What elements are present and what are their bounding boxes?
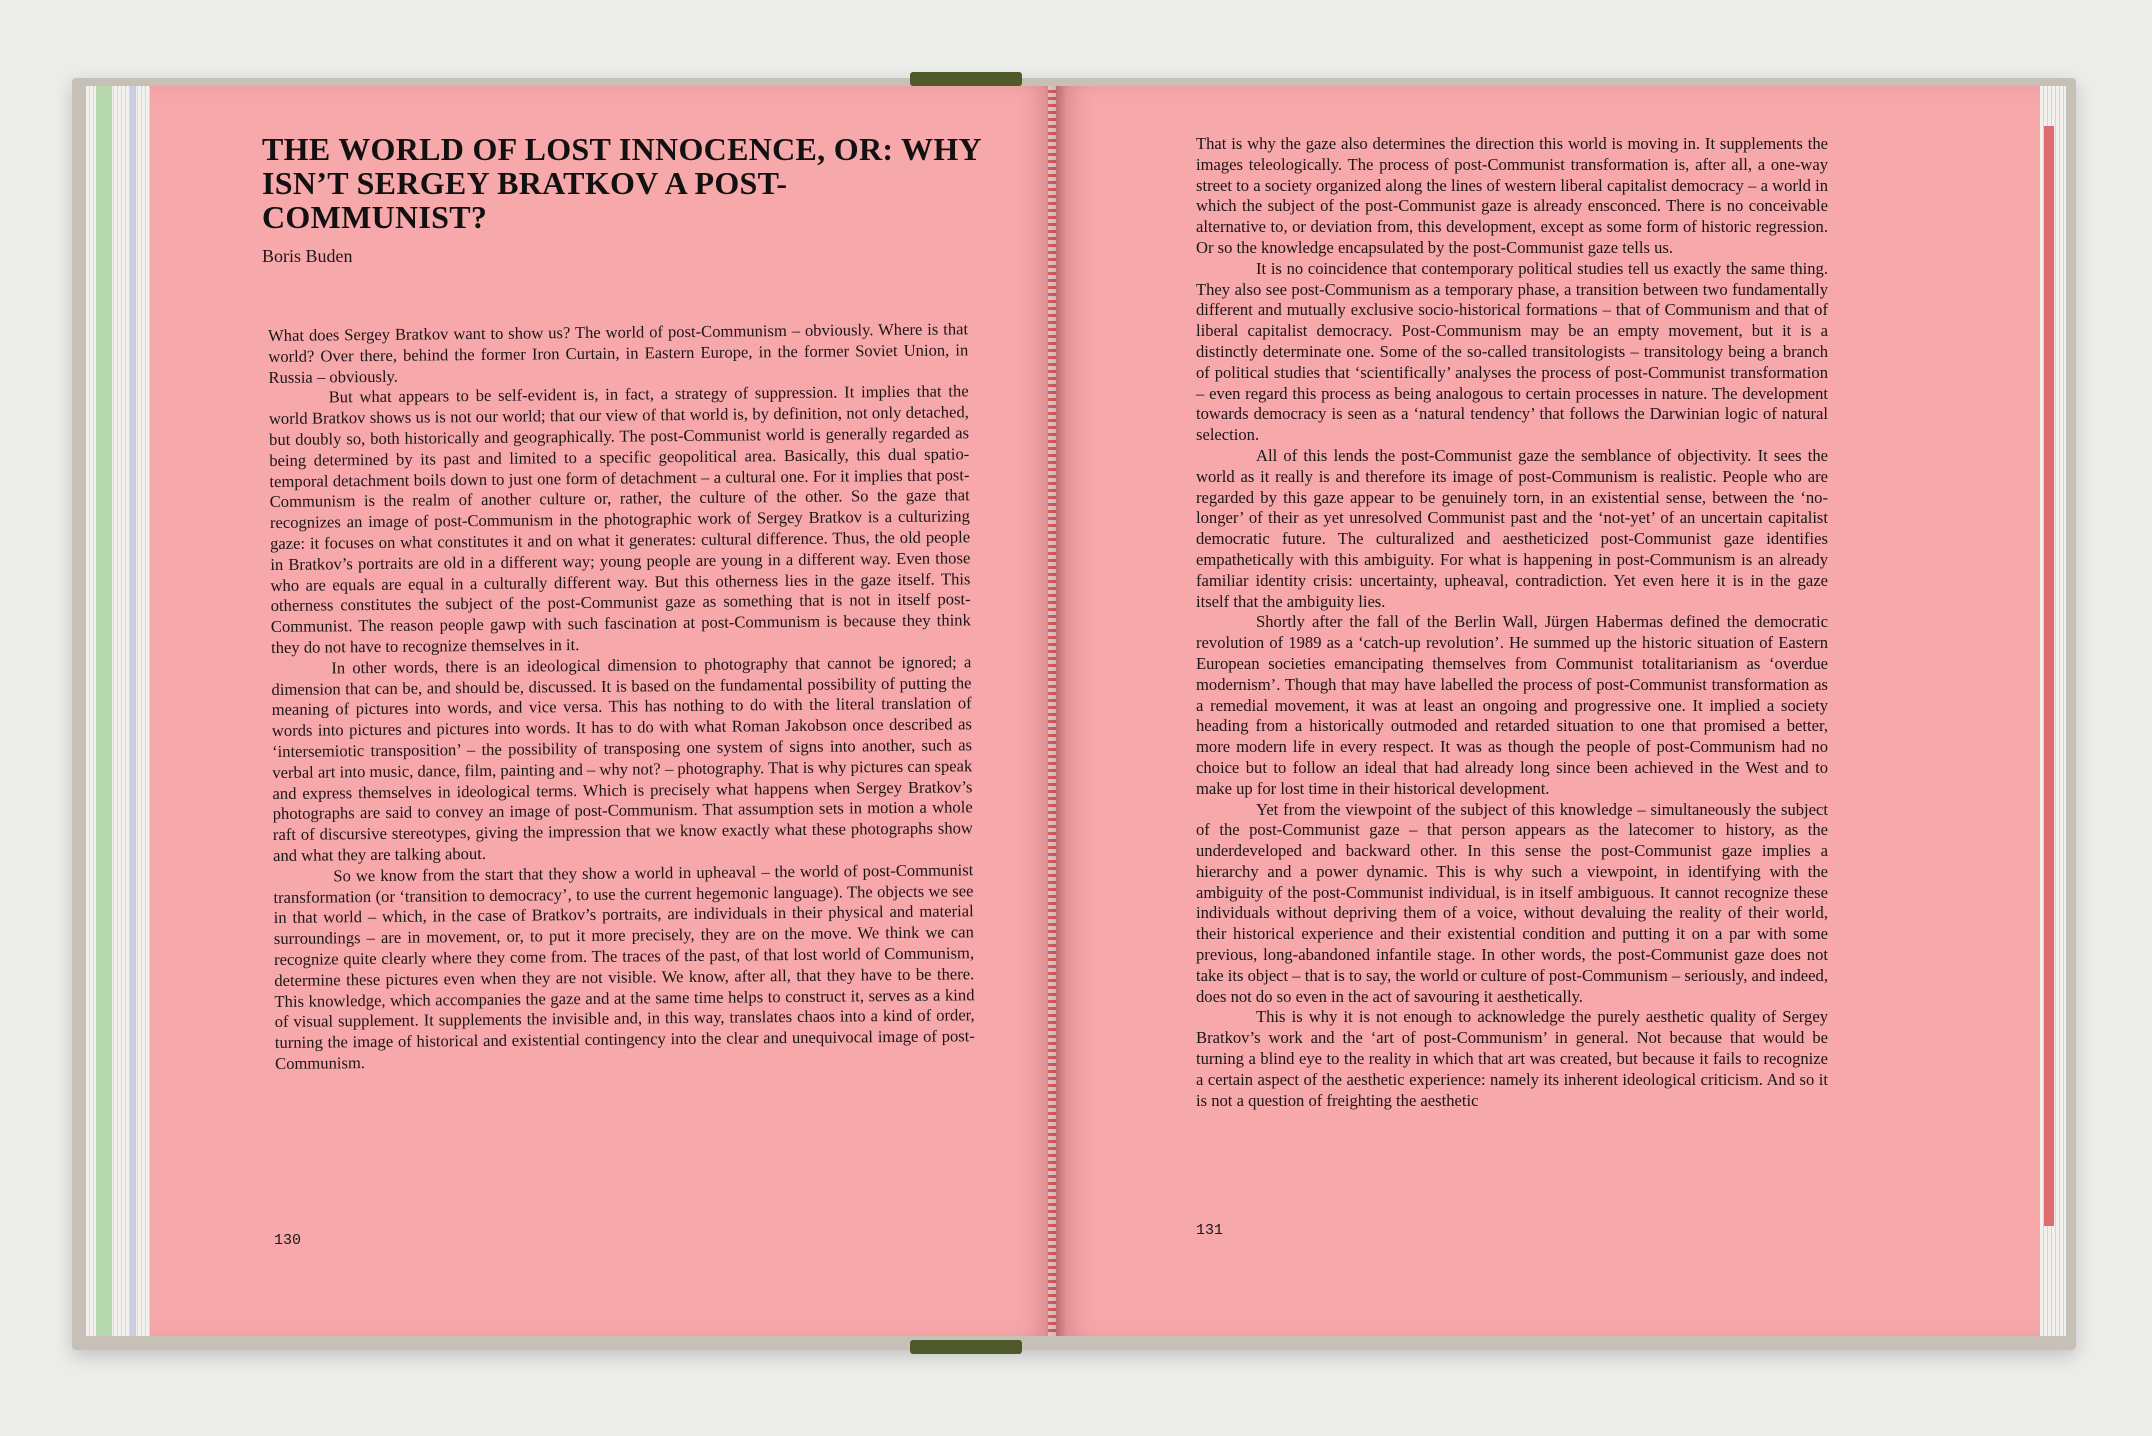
paragraph: All of this lends the post-Communist gaze the semblance of objectivity. It sees the world as it really is and therefore its image of post-Communism is realistic. People who are regarded by this gaze appear to be genuinely torn, in an existential sense, between the ‘no-longer’ of their as yet unresolved Communist past and the ‘not-yet’ of an uncertain capitalist democratic future. The culturalized and aestheticized post-Communist gaze identifies empathetically with this ambiguity. For what is happening in post-Communism is an already familiar identity crisis: uncertainty, upheaval, contradiction. Yet even here it is in the gaze itself that the ambiguity lies. [1196, 445, 1828, 611]
article-author: Boris Buden [262, 246, 353, 266]
paragraph: But what appears to be self-evident is, in fact, a strategy of suppression. It implies that the world Bratkov shows us is not our world; that our view of that world is, by definition, not only detached, but doubly so, both historically and geographically. The post-Communist world is generally regarded as being determined by its past and limited to a specific geopolitical area. Basically, this dual spatio-temporal detachment boils down to just one form of detachment – a cultural one. For it implies that post-Communism is the realm of another culture or, rather, the culture of the other. So the gaze that recognizes an image of post-Communism in the photographic work of Sergey Bratkov is a culturizing gaze: it focuses on what constitutes it and on what it generates: cultural difference. Thus, the old people in Bratkov’s portraits are old in a different way; young people are young in a different way. Even those who are equals are equal in a culturally different way. But this otherness lies in the gaze itself. This otherness constitutes the subject of the post-Communist gaze as something that is not in itself post-Communist. The reason people gawp with such fascination at post-Communism is because they think they do not have to recognize themselves in it. [268, 381, 971, 657]
paragraph: It is no coincidence that contemporary political studies tell us exactly the same thing. They also see post-Communism as a temporary phase, a transition between two fundamentally different and mutually exclusive socio-historical formations – that of Communism and that of liberal capitalist democracy. Post-Communism may be an empty movement, but it is a distinctly determinate one. Some of the so-called transitologists – transitology being a branch of political studies that ‘scientifically’ analyses the process of post-Communist transformation – even regard this process as being analogous to certain processes in nature. The development towards democracy is seen as a ‘natural tendency’ that follows the Darwinian logic of natural selection. [1196, 258, 1828, 445]
paragraph: What does Sergey Bratkov want to show us? The world of post-Communism – obviously. Where is that world? Over there, behind the former Iron Curtain, in Eastern Europe, in the former Soviet Union, in Russia – obviously. [268, 319, 969, 387]
spine-binding-thread [1048, 86, 1056, 1336]
right-page-body [1196, 134, 1828, 1111]
paragraph: Yet from the viewpoint of the subject of this knowledge – simultaneously the subject of the post-Communist gaze – that person appears as the latecomer to history, as the underdeveloped and backward other. In this sense the post-Communist gaze implies a hierarchy and a power dynamic. This is why such a viewpoint, in identifying with the ambiguity of the post-Communist individual, is in itself ambiguous. It cannot recognize these individuals without depriving them of a voice, without devaluing the reality of their world, their historical experience and their existential condition and putting it on a par with some previous, long-abandoned infantile stage. In other words, the post-Communist gaze does not take its object – that is to say, the world or culture of post-Communism – seriously, and indeed, does not do so even in the act of savouring it aesthetically. [1196, 799, 1828, 1006]
left-page-edges [86, 86, 150, 1336]
spine-tailband [910, 1340, 1022, 1354]
green-page-stack [96, 86, 112, 1336]
spine-headband [910, 72, 1022, 86]
left-page [150, 86, 1056, 1336]
blue-page-stack [130, 86, 136, 1336]
page-number-right: 131 [1196, 1222, 1224, 1239]
right-page-edges [2040, 86, 2066, 1336]
paragraph: So we know from the start that they show a world in upheaval – the world of post-Communist transformation (or ‘transition to democracy’, to use the current hegemonic language). The objects we see in that world – which, in the case of Bratkov’s portraits, are individuals in their physical and material surroundings – are in movement, or, to put it more precisely, they are on the move. We think we can recognize quite clearly where they come from. The traces of the past, of that lost world of Communism, determine these pictures even when they are not visible. We know, after all, that they have to be there. This knowledge, which accompanies the gaze and at the same time helps to construct it, serves as a kind of visual supplement. It supplements the invisible and, in this way, translates chaos into a kind of order, turning the image of historical and existential contingency into the clear and unequivocal image of post-Communism. [273, 859, 975, 1073]
page-number-left: 130 [274, 1232, 302, 1249]
paragraph: Shortly after the fall of the Berlin Wall, Jürgen Habermas defined the democratic revolution of 1989 as a ‘catch-up revolution’. He summed up the historic situation of Eastern European societies emancipating themselves from Communist totalitarianism as ‘overdue modernism’. Though that may have labelled the process of post-Communist transformation as a remedial movement, it was at least an ongoing and progressive one. It implied a society heading from a historically outmoded and retarded situation to one that promised a better, more modern life in every respect. It was as though the people of post-Communism had no choice but to follow an ideal that had already long since been achieved in the West and to make up for lost time in their historical development. [1196, 612, 1828, 798]
article-title: THE WORLD OF LOST INNOCENCE, OR: WHY ISN’T SERGEY BRATKOV A POST-COMMUNIST? [262, 131, 981, 235]
paragraph: In other words, there is an ideological dimension to photography that cannot be ignored; a dimension that can be, and should be, discussed. It is based on the fundamental possibility of putting the meaning of pictures into words, and vice versa. This has nothing to do with the literal translation of words into pictures and pictures into words. It has to do with what Roman Jakobson once described as ‘intersemiotic transposition’ – the possibility of transposing one system of signs into another, such as verbal art into music, dance, film, painting and – why not? – photography. That is why pictures can speak and express themselves in ideological terms. Which is precisely what happens when Sergey Bratkov’s photographs are said to convey an image of post-Communism. That assumption sets in motion a whole raft of discursive stereotypes, giving the impression that we know exactly what these photographs show and what they are talking about. [271, 652, 973, 865]
right-page [1056, 86, 2040, 1336]
left-page-body [268, 319, 975, 1074]
red-page-stack [2044, 126, 2054, 1226]
paragraph: This is why it is not enough to acknowledge the purely aesthetic quality of Sergey Bratkov’s work and the ‘art of post-Communism’ in general. Not because that would be turning a blind eye to the reality in which that art was created, but because it fails to recognize a certain aspect of the aesthetic experience: namely its inherent ideological criticism. And so it is not a question of freighting the aesthetic [1196, 1007, 1828, 1110]
paragraph: That is why the gaze also determines the direction this world is moving in. It supplements the images teleologically. The process of post-Communist transformation is, after all, a one-way street to a society organized along the lines of western liberal capitalist democracy – a world in which the subject of the post-Communist gaze is already ensconced. There is no conceivable alternative to, or deviation from, this development, except as some form of historic regression. Or so the knowledge encapsulated by the post-Communist gaze tells us. [1196, 134, 1828, 257]
